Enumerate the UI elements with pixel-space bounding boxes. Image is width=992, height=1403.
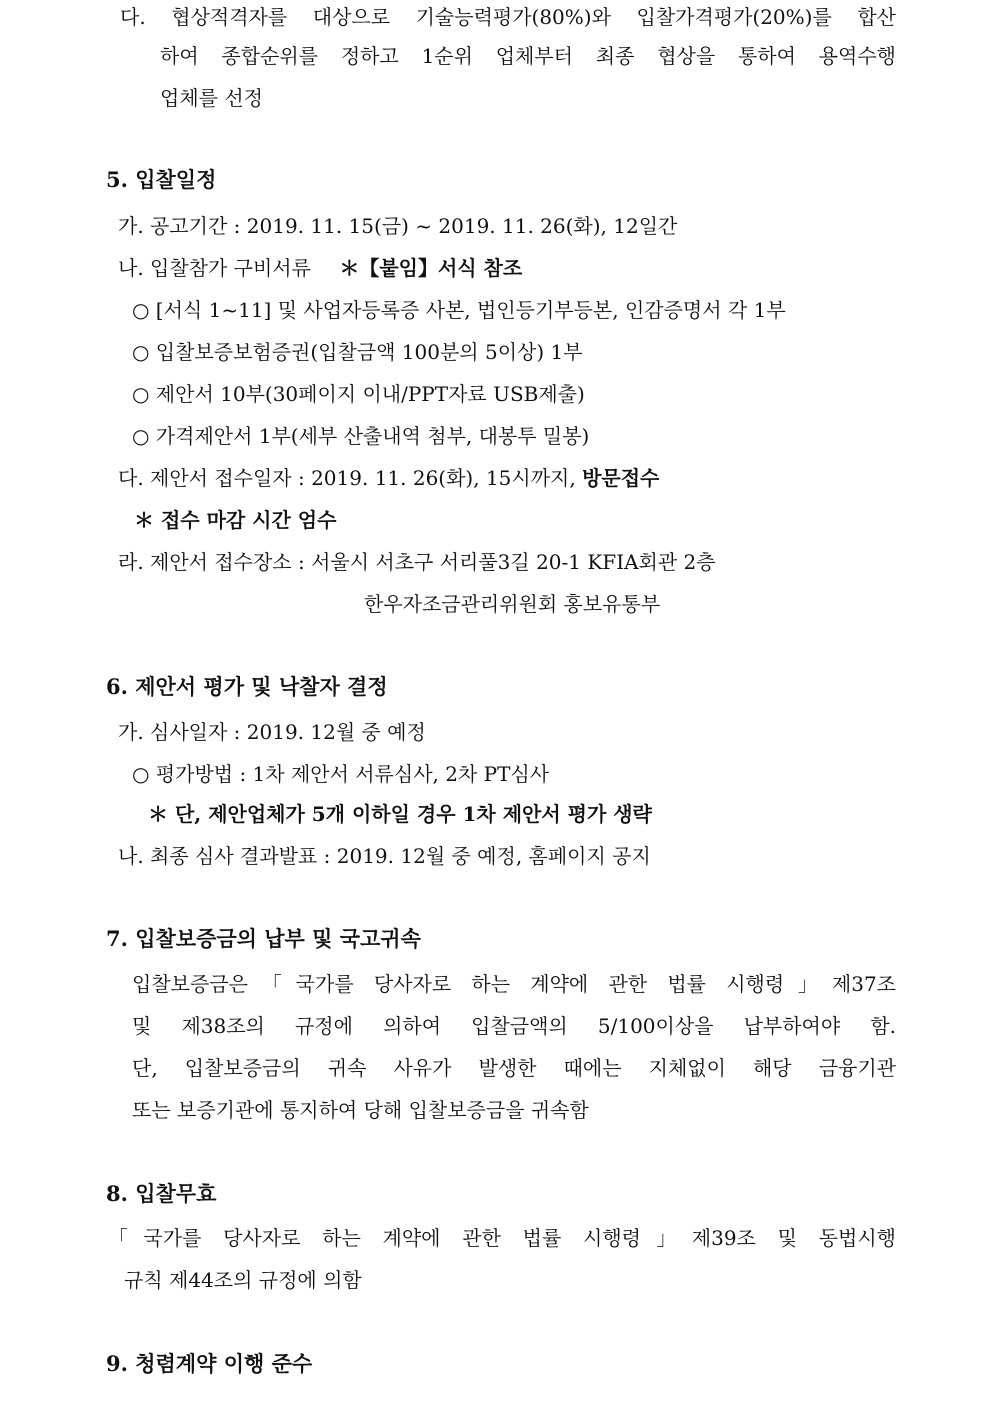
section5-bullet-price: ○ 가격제안서 1부(세부 산출내역 첨부, 대봉투 밀봉) [132,424,590,448]
section6-method: ○ 평가방법 : 1차 제안서 서류심사, 2차 PT심사 [132,762,550,786]
section5-bullet-forms: ○ [서식 1~11] 및 사업자등록증 사본, 법인등기부등본, 인감증명서 각 1부 [132,298,786,322]
section5-period: 가. 공고기간 : 2019. 11. 15(금) ~ 2019. 11. 26(화), 12일간 [118,214,678,238]
section4-item-da-line1: 다. 협상적격자를 대상으로 기술능력평가(80%)와 입찰가격평가(20%)를 합산 [120,5,896,29]
section8-heading: 8. 입찰무효 [106,1181,217,1206]
section6-heading: 6. 제안서 평가 및 낙찰자 결정 [106,674,388,699]
section9-heading: 9. 청렴계약 이행 준수 [106,1351,313,1376]
section5-place-line1: 라. 제안서 접수장소 : 서울시 서초구 서리풀3길 20-1 KFIA회관 2층 [118,550,716,574]
section6-method-note: ＊ 단, 제안업체가 5개 이하일 경우 1차 제안서 평가 생략 [148,802,652,826]
section5-docs [118,254,522,282]
section6-result: 나. 최종 심사 결과발표 : 2019. 12월 중 예정, 홈페이지 공지 [118,844,651,868]
section7-line4: 또는 보증기관에 통지하여 당해 입찰보증금을 귀속함 [132,1098,589,1122]
section8-line2: 규칙 제44조의 규정에 의함 [124,1268,362,1292]
section7-line2: 및 제38조의 규정에 의하여 입찰금액의 5/100이상을 납부하여야 함. [132,1014,896,1038]
section5-docs-note: ＊【붙임】서식 참조 [339,256,523,280]
section8-line1: 「국가를 당사자로 하는 계약에 관한 법률 시행령」제39조 및 동법시행 [108,1226,896,1250]
section7-line3: 단, 입찰보증금의 귀속 사유가 발생한 때에는 지체없이 해당 금융기관 [132,1056,896,1080]
section5-heading: 5. 입찰일정 [106,167,217,192]
section7-line1: 입찰보증금은「국가를 당사자로 하는 계약에 관한 법률 시행령」제37조 [132,972,896,996]
section5-receipt-text: 다. 제안서 접수일자 : 2019. 11. 26(화), 15시까지, [118,466,576,490]
section5-deadline-note: ＊ 접수 마감 시간 엄수 [134,508,337,532]
section4-item-da-line2: 하여 종합순위를 정하고 1순위 업체부터 최종 협상을 통하여 용역수행 [160,44,896,68]
section5-receipt [118,464,659,492]
section5-bullet-proposal: ○ 제안서 10부(30페이지 이내/PPT자료 USB제출) [132,382,585,406]
section5-bullet-bond: ○ 입찰보증보험증권(입찰금액 100분의 5이상) 1부 [132,340,583,364]
section6-review-date: 가. 심사일자 : 2019. 12월 중 예정 [118,720,426,744]
section4-item-da-line3: 업체를 선정 [160,86,263,110]
section5-receipt-visit: 방문접수 [582,466,660,490]
section5-place-line2: 한우자조금관리위원회 홍보유통부 [364,592,661,616]
section5-docs-label: 나. 입찰참가 구비서류 [118,256,311,280]
section7-heading: 7. 입찰보증금의 납부 및 국고귀속 [106,926,421,951]
